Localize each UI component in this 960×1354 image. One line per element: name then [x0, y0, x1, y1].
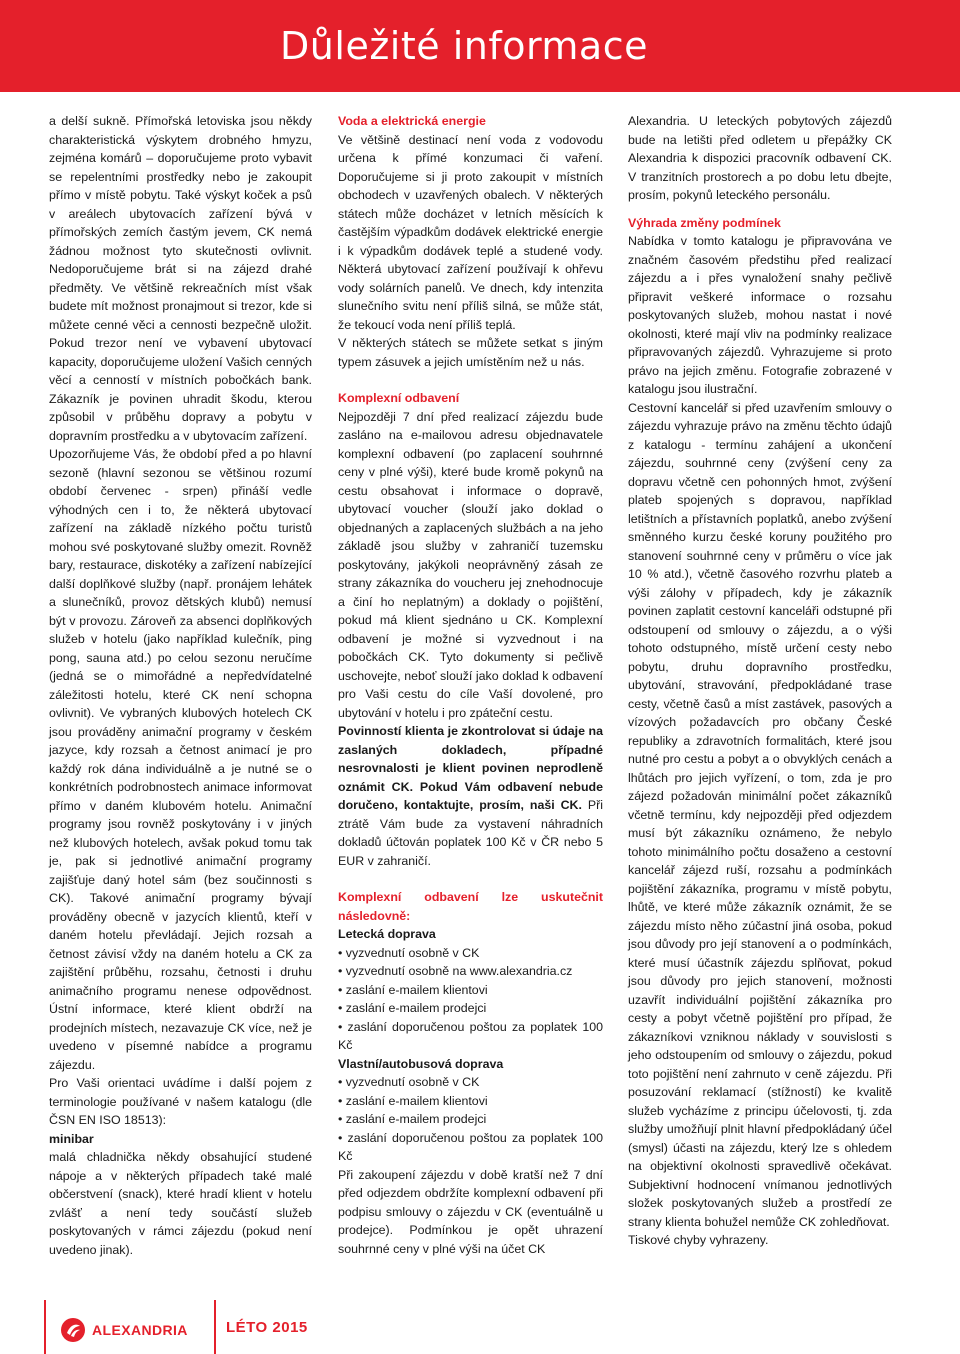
paragraph: Pro Vaši orientaci uvádíme i další pojem z terminologie používané v našem katalogu (dle ČSN EN ISO 18513):	[49, 1076, 312, 1127]
page-title: Důležité informace	[280, 24, 648, 68]
list-item: • zaslání doporučenou poštou za poplatek 100 Kč	[338, 1129, 603, 1166]
paragraph: Tiskové chyby vyhrazeny.	[628, 1233, 769, 1247]
brand-logo	[60, 1316, 188, 1344]
list-item: • vyzvednutí osobně na www.alexandria.cz	[338, 962, 603, 981]
header-banner	[0, 0, 960, 92]
list-item: • zaslání e-mailem prodejci	[338, 999, 603, 1018]
section-heading: Výhrada změny podmínek	[628, 215, 781, 230]
footer-divider	[214, 1300, 216, 1354]
list-item: • vyzvednutí osobně v CK	[338, 944, 603, 963]
paragraph: Nejpozději 7 dní před realizací zájezdu bude zasláno na e-mailovou adresu objednavatele komplexní odbavení (po zaplacení souhrnné ceny v plné výši), které bude kromě pokynů na cestu obsahovat i informace o dopravě, ubytovací voucher (slouží jako doklad o objednaných a zaplacených službách a na jeho základě jsou služby v zahraničí tuzemsku poskytovány, jakýkoli neoprávněný zásah ze strany zákazníka do voucheru jej znehodnocuje a činí ho neplatným) a doklady o pojištění, pokud má klient sjednáno u CK. Komplexní odbavení je možné si vyzvednout i na pobočkách CK. Tyto dokumenty si pečlivě uschovejte, neboť slouží jako doklad k odbavení pro Vaši cestu do cíle Vaší dovolené, pro ubytování v hotelu i pro zpáteční cestu.	[338, 409, 603, 720]
column-1	[49, 112, 312, 1259]
paragraph: Upozorňujeme Vás, že období před a po hlavní sezoně (hlavní sezonou se většinou rozumí období červenec - srpen) přináší vedle výhodných cen i to, že některá ubytovací zařízení na základě nízkého počtu turistů mohou své poskytované služby omezit. Rovněž bary, restaurace, diskotéky a zařízení nabízející další doplňkové služby (např. pronájem lehátek a slunečníků, provoz dětských klubů) nemusí být v provozu. Zároveň za absenci doplňkových služeb v hotelu (jako například kulečník, ping pong, sauna atd.) po celou sezonu neručíme (jedná se o mimořádné a nepředvídatelné záležitosti hotelu, které CK není schopna ovlivnit). Ve vybraných klubových hotelech CK jsou prováděny animační programy v českém jazyce, kdy rozsah a četnost animací je pro každý rok dána individuálně a je nutné se o konkrétních podrobnostech animace informovat přímo v daném klubovém hotelu. Animační programy jsou rovněž poskytovány i v jiných než klubových hotelech, avšak pokud tomu tak je, pak si jednotlivé animační programy zajišťuje daný hotel sám (bez součinnosti s CK). Takové animační programy bývají prováděny obecně v jazycích klientů, kteří v daném hotelu převládají. Jejich rozsah a četnost závisí vždy na daném hotelu a CK za zajištění průběhu, rozsahu, četnosti i druhu animačního programu nenese odpovědnost. Ústní informace, které klient obdrží na prodejních místech, nezavazuje CK více, než je uvedeno v písemné nabídce a programu zájezdu.	[49, 447, 312, 1072]
paragraph: V některých státech se můžete setkat s jiným typem zásuvek a jejich umístěním než u nás.	[338, 336, 603, 369]
list-item: • zaslání e-mailem prodejci	[338, 1110, 603, 1129]
paragraph	[338, 722, 603, 870]
subheading: Vlastní/autobusová doprava	[338, 1056, 504, 1071]
notice-rest: Při ztrátě Vám bude za vystavení náhradních dokladů účtován poplatek 100 Kč v ČR nebo 5 EUR v zahraničí.	[338, 798, 603, 868]
subheading: Letecká doprava	[338, 927, 436, 941]
list	[338, 944, 603, 1055]
section-heading: Komplexní odbavení	[338, 391, 460, 405]
footer-divider	[44, 1300, 46, 1354]
list-item: • zaslání doporučenou poštou za poplatek 100 Kč	[338, 1018, 603, 1055]
brand-name: ALEXANDRIA	[92, 1322, 188, 1338]
paragraph: Nabídka v tomto katalogu je připravována ve značném časovém předstihu před realizací zájezdu a i přes vynaložení snahy pečlivě připravit veškeré informace o rozsahu poskytovaných služeb, mohou nastat i nové okolnosti, které mají vliv na podmínky realizace připravovaných zájezdů. Vyhrazujeme si proto právo na jejich změnu. Fotografie zobrazené v katalogu jsou ilustrační.	[628, 234, 892, 396]
list	[338, 1073, 603, 1166]
column-2	[338, 112, 603, 1258]
section-heading: Voda a elektrická energie	[338, 114, 486, 128]
paragraph: Při zakoupení zájezdu v době kratší než 7 dní před odjezdem obdržíte komplexní odbavení při podpisu smlouvy o zájezdu v CK (eventuálně u prodejce). Podmínkou je opět uhrazení souhrnné ceny v plné výši na účet CK	[338, 1167, 603, 1256]
term-heading: minibar	[49, 1131, 94, 1146]
list-item: • zaslání e-mailem klientovi	[338, 981, 603, 1000]
list-item: • vyzvednutí osobně v CK	[338, 1073, 603, 1092]
section-heading: Komplexní odbavení lze uskutečnit následovně:	[338, 890, 603, 923]
brand-logo-icon	[60, 1317, 86, 1343]
column-3	[628, 112, 892, 1250]
paragraph: Alexandria. U leteckých pobytových zájezdů bude na letišti před odletem u přepážky CK Alexandria k dispozici pracovník odbavení CK. V tranzitních prostorech a po dobu letu dbejte, prosím, pokynů leteckého personálu.	[628, 114, 892, 202]
paragraph: a delší sukně. Přímořská letoviska jsou někdy charakteristická výskytem drobného hmyzu, zejména komárů – doporučujeme proto vybavit se repelentními prostředky nebo je zakoupit přímo v místě pobytu. Také výskyt koček a psů v areálech ubytovacích zařízení bývá v přímořských zemích častým jevem, CK nemá žádnou možnost tyto skutečnosti ovlivnit. Nedoporučujeme brát si na zájezd drahé předměty. Ve většině rekreačních míst však budete mít možnost pronajmout si trezor, kde si můžete cenné věci a cennosti bezpečně uložit. Pokud trezor není ve vybavení ubytovací kapacity, doporučujeme uložení Vašich cenných věcí a cenností v místních pobočkách bank. Zákazník je povinen uhradit škodu, kterou způsobil v průběhu dopravy a pobytu v dopravním prostředku a v ubytovacím zařízení.	[49, 114, 312, 443]
paragraph: Ve většině destinací není voda z vodovodu určena k přímé konzumaci či vaření. Doporučujeme si ji proto zakoupit v místních obchodech v uzavřených obalech. V některých státech může docházet v letních měsících k častějším výpadkům dodávek elektrické energie i k výpadkům dodávek teplé a studené vody. Některá ubytovací zařízení používají k ohřevu vody solárních panelů. Ve dnech, kdy intenzita slunečního svitu není příliš silná, se může stát, že tekoucí voda není příliš teplá.	[338, 132, 603, 332]
season-label: LÉTO 2015	[226, 1319, 308, 1336]
list-item: • zaslání e-mailem klientovi	[338, 1092, 603, 1111]
paragraph: Cestovní kancelář si před uzavřením smlouvy o zájezdu vyhrazuje právo na změnu těchto údajů z katalogu - termínu zahájení a ukončení zájezdu, souhrnné ceny (zvýšení ceny za dopravu včetně cen pohonných hmot, zvýšení plateb spojených s dopravou, například letištních a přístavních poplatků, anebo zvýšení směnného kurzu české koruny použitého pro stanovení souhrnné ceny v průměru o více jak 10 % atd.), včetně časového rozvrhu plateb a výši zálohy v případech, kdy je zákazník povinen zaplatit cestovní kanceláři odstupné při odstoupení od smlouvy o zájezdu, a o výši tohoto odstupného, místě určení cesty nebo pobytu, druhu dopravního prostředku, ubytování, stravování, předpokládané trase cesty, včetně časů a míst zastávek, pasových a vízových požadavcích pro občany České republiky a zdravotních formalitách, které jsou nutné pro cestu a pobyt a o obvyklých cenách a lhůtách pro jejich vyřízení, o tom, zda je pro zájezd požadován minimální počet zákazníků včetně termínu, kdy nejpozději před odjezdem musí být zákazníku oznámeno, že nebylo tohoto minimálního počtu dosaženo a cestovní kancelář zájezd ruší, rozsahu a podmínkách pojištění zákazníka, programu v místě pobytu, lhůtě, ve které může zákazník oznámit, že se zájezdu místo něho zúčastní jiná osoba, pokud jsou důvody pro její stanovení a o podmínkách, které musí účastník zájezdu splňovat, pokud jsou důvody pro jejich stanovení, možnosti uzavřít individuální pojištění zákazníka pro cesty a pobyt včetně pojištění pro případ, že zákazníkovi vzniknou náklady v souvislosti s jeho odstoupením od smlouvy o zájezdu, pokud toto pojištění není zahrnuto v ceně zájezdu. Při posuzování reklamací (stížností) ke kvalitě služeb vycházíme z principu účelovosti, tj. zda služby umožňují plnit hlavní předpokládaný účel (smysl) účasti na zájezdu, který lze s ohledem na objektivní okolnosti spravedlivě očekávat. Subjektivní hodnocení vnímanou jednotlivých složek poskytovaných služeb a prostředí ze strany klienta bohužel nemůže CK zohledňovat.	[628, 400, 892, 1229]
bold-notice: Povinností klienta je zkontrolovat si údaje na zaslaných dokladech, případné nesrovnalosti je klient povinen neprodleně oznámit CK. Pokud Vám odbavení nebude doručeno, kontaktujte, prosím, naši CK.	[338, 724, 603, 812]
paragraph: malá chladnička někdy obsahující studené nápoje a v některých případech také malé občerstvení (snack), které hradí klient v hotelu zvlášť a není tedy součástí služeb poskytovaných v rámci zájezdu (pokud není uvedeno jinak).	[49, 1150, 312, 1257]
